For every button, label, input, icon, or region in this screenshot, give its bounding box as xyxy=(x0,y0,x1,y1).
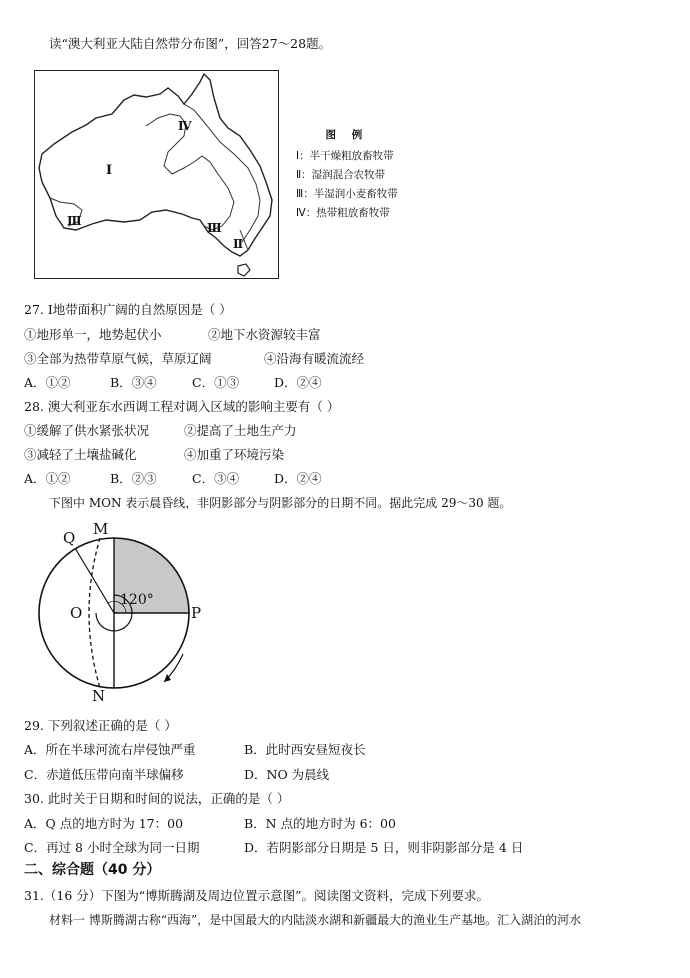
q28-opt1: ①缓解了供水紧张状况 xyxy=(24,423,150,438)
q28-opt2: ②提高了土地生产力 xyxy=(184,423,297,438)
q29-option-c[interactable]: C．赤道低压带向南半球偏移 xyxy=(24,767,184,782)
map-legend xyxy=(296,126,398,223)
q30-stem: 30. 此时关于日期和时间的说法，正确的是（ ） xyxy=(24,791,290,806)
q30-option-d[interactable]: D．若阴影部分日期是 5 日，则非阴影部分是 4 日 xyxy=(244,840,524,855)
q27-choice-c[interactable]: C．①③ xyxy=(192,375,240,390)
legend-item-1: Ⅰ：半干燥粗放畜牧带 xyxy=(296,150,394,162)
zone-label-2: Ⅱ xyxy=(233,237,244,251)
label-p: P xyxy=(191,604,202,622)
q29-option-d[interactable]: D．NO 为晨线 xyxy=(244,767,330,782)
q31-stem: 31.（16 分）下图为“博斯腾湖及周边位置示意图”。阅读图文资料，完成下列要求。 xyxy=(24,888,490,903)
q27-choice-d[interactable]: D．②④ xyxy=(274,375,322,390)
legend-item-4: Ⅳ：热带粗放畜牧带 xyxy=(296,207,390,219)
q28-choice-b[interactable]: B．②③ xyxy=(110,471,157,486)
q27-choice-a[interactable]: A．①② xyxy=(24,375,71,390)
q30-option-b[interactable]: B．N 点的地方时为 6：00 xyxy=(244,816,396,831)
q27-opt2: ②地下水资源较丰富 xyxy=(208,327,321,342)
q27-choice-b[interactable]: B．③④ xyxy=(110,375,157,390)
q28-choice-d[interactable]: D．②④ xyxy=(274,471,322,486)
legend-item-3: Ⅲ：半湿润小麦畜牧带 xyxy=(296,188,398,200)
label-angle: 120° xyxy=(120,592,154,608)
q27-opt3: ③全部为热带草原气候，草原辽阔 xyxy=(24,351,212,366)
zone-label-3-east: Ⅲ xyxy=(207,221,222,235)
q28-stem: 28. 澳大利亚东水西调工程对调入区域的影响主要有（ ） xyxy=(24,399,340,414)
zone-label-4: Ⅳ xyxy=(178,119,192,133)
label-q: Q xyxy=(63,529,76,547)
q29-option-b[interactable]: B．此时西安昼短夜长 xyxy=(244,742,366,757)
legend-item-2: Ⅱ：湿润混合农牧带 xyxy=(296,169,386,181)
section-heading-comprehensive: 二、综合题（40 分） xyxy=(24,862,161,878)
terminator-line xyxy=(89,538,100,688)
q28-choice-a[interactable]: A．①② xyxy=(24,471,71,486)
q31-material-1: 材料一 博斯腾湖古称“西海”，是中国最大的内陆淡水湖和新疆最大的渔业生产基地。汇入湖泊的河水 xyxy=(49,913,582,927)
zone-label-3-west: Ⅲ xyxy=(67,214,82,228)
label-m: M xyxy=(93,520,109,538)
intro-29-30: 下图中 MON 表示晨昏线，非阴影部分与阴影部分的日期不同。据此完成 29～30 题。 xyxy=(49,496,512,510)
q28-choice-c[interactable]: C．③④ xyxy=(192,471,240,486)
q29-option-a[interactable]: A．所在半球河流右岸侵蚀严重 xyxy=(24,742,196,757)
q27-stem: 27. Ⅰ地带面积广阔的自然原因是（ ） xyxy=(24,302,232,317)
zone-label-1: Ⅰ xyxy=(106,163,113,178)
q28-opt4: ④加重了环境污染 xyxy=(184,447,285,462)
q27-opt4: ④沿海有暖流流经 xyxy=(264,351,365,366)
label-o: O xyxy=(70,604,83,622)
q28-opt3: ③减轻了土壤盐碱化 xyxy=(24,447,137,462)
q30-option-a[interactable]: A．Q 点的地方时为 17：00 xyxy=(24,816,184,831)
legend-title: 图 例 xyxy=(325,129,369,141)
q30-option-c[interactable]: C．再过 8 小时全球为同一日期 xyxy=(24,840,200,855)
q27-opt1: ①地形单一，地势起伏小 xyxy=(24,327,162,342)
intro-27-28: 读“澳大利亚大陆自然带分布图”，回答27～28题。 xyxy=(49,36,332,51)
q29-stem: 29. 下列叙述正确的是（ ） xyxy=(24,718,177,733)
label-n: N xyxy=(92,687,106,705)
